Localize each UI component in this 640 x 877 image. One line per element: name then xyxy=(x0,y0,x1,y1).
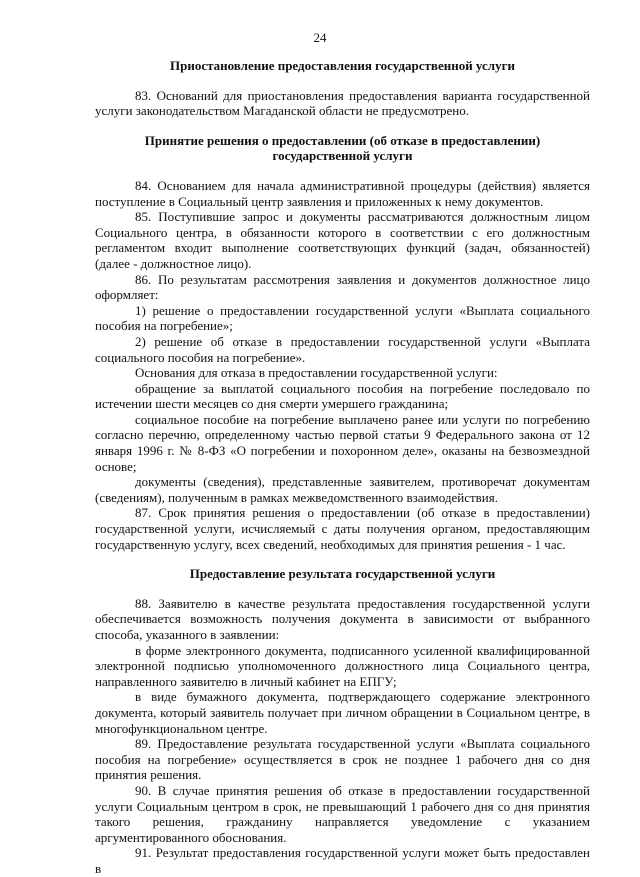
section-heading-decision-line2: государственной услуги xyxy=(272,148,413,164)
refusal-grounds-intro: Основания для отказа в предоставлении государственной услуги: xyxy=(135,365,498,381)
paragraph-84: 84. Основанием для начала административной процедуры (действия) является поступление в Социальный центр заявления и приложенных к нему документов. xyxy=(95,177,590,209)
refusal-ground-3: документы (сведения), представленные заявителем, противоречат документам (сведениям), полученным в рамках межведомственного взаимодействия. xyxy=(95,474,590,505)
refusal-ground-2: социальное пособие на погребение выплачено ранее или услуги по погребению согласно перечню, определенному частью первой статьи 9 Федерального закона от 12 января 1996 г. № 8-ФЗ «О погребении и похоронном деле», оказаны на безвозмездной основе; xyxy=(95,411,590,474)
paragraph-88: 88. Заявителю в качестве результата предоставления государственной услуги обеспечивается возможность получения документа в зависимости от выбранного способа, указанного в заявлении: xyxy=(95,595,590,642)
refusal-ground-1: обращение за выплатой социального пособия на погребение последовало по истечении шести месяцев со дня смерти умершего гражданина; xyxy=(95,380,590,412)
page-number: 24 xyxy=(313,30,327,45)
section-heading-suspension: Приостановление предоставления государственной услуги xyxy=(169,58,515,73)
paragraph-88-option-1: в форме электронного документа, подписанного усиленной квалифицированной электронной подписью уполномоченного должностного лица Социального центра, направленного заявителю в личный кабинет на ЕПГУ; xyxy=(95,642,590,689)
section-heading-decision-line1: Принятие решения о предоставлении (об отказе в предоставлении) xyxy=(144,132,541,148)
document-body xyxy=(95,58,590,877)
paragraph-83: 83. Оснований для приостановления предоставления варианта государственной услуги законодательством Магаданской области не предусмотрено. xyxy=(95,87,590,119)
paragraph-86: 86. По результатам рассмотрения заявления и документов должностное лицо оформляет: xyxy=(95,271,590,303)
paragraph-87: 87. Срок принятия решения о предоставлении (об отказе в предоставлении) государственной услуги, исчисляемый с даты получения органом, предоставляющим государственную услугу, всех сведений, необходимых для принятия решения - 1 час. xyxy=(95,505,590,552)
paragraph-86-item-1: 1) решение о предоставлении государственной услуги «Выплата социального пособия на погребение»; xyxy=(95,302,590,334)
section-heading-result: Предоставление результата государственной услуги xyxy=(189,566,496,582)
paragraph-86-item-2: 2) решение об отказе в предоставлении государственной услуги «Выплата социального пособия на погребение». xyxy=(95,333,590,365)
paragraph-90: 90. В случае принятия решения об отказе в предоставлении государственной услуги Социальным центром в срок, не превышающий 1 рабочего дня со дня принятия такого решения, гражданину направляется уведомление с указанием аргументированного обоснования. xyxy=(95,782,590,845)
paragraph-88-option-2: в виде бумажного документа, подтверждающего содержание электронного документа, который заявитель получает при личном обращении в Социальном центре, в многофункциональном центре. xyxy=(95,689,590,736)
paragraph-85: 85. Поступившие запрос и документы рассматриваются должностным лицом Социального центра, в обязанности которого в соответствии с его должностным регламентом входит выполнение соответствующих функций (задач, обязанностей) (далее - должностное лицо). xyxy=(95,209,590,271)
paragraph-89: 89. Предоставление результата государственной услуги «Выплата социального пособия на погребение» осуществляется в срок не позднее 1 рабочего дня со дня принятия решения. xyxy=(95,736,590,783)
paragraph-91: 91. Результат предоставления государственной услуги может быть предоставлен в xyxy=(95,845,590,876)
